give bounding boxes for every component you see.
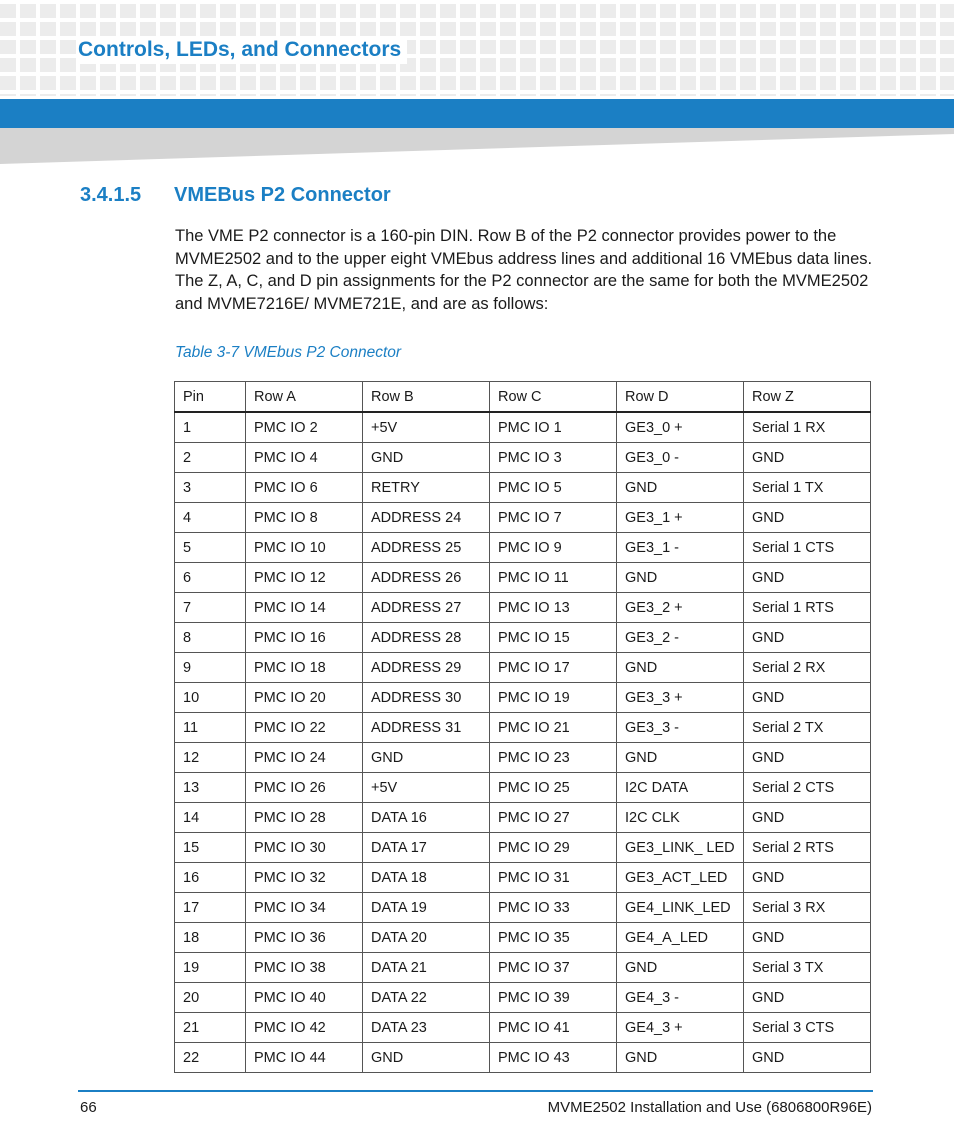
table-cell: +5V xyxy=(363,773,490,803)
table-cell: GE3_ACT_LED xyxy=(617,863,744,893)
table-cell: PMC IO 4 xyxy=(246,443,363,473)
table-cell: DATA 22 xyxy=(363,983,490,1013)
section-heading xyxy=(80,184,391,207)
table-cell: PMC IO 18 xyxy=(246,653,363,683)
table-row xyxy=(175,533,871,563)
table-cell: PMC IO 35 xyxy=(490,923,617,953)
document-title: MVME2502 Installation and Use (6806800R96E) xyxy=(547,1099,872,1116)
table-cell: 10 xyxy=(175,683,246,713)
column-header: Row A xyxy=(246,382,363,413)
table-cell: 14 xyxy=(175,803,246,833)
table-row xyxy=(175,713,871,743)
table-cell: 8 xyxy=(175,623,246,653)
table-cell: GND xyxy=(617,953,744,983)
table-cell: GE3_LINK_ LED xyxy=(617,833,744,863)
table-cell: PMC IO 43 xyxy=(490,1043,617,1073)
table-cell: ADDRESS 26 xyxy=(363,563,490,593)
table-cell: PMC IO 25 xyxy=(490,773,617,803)
table-cell: Serial 2 TX xyxy=(744,713,871,743)
table-cell: PMC IO 22 xyxy=(246,713,363,743)
table-cell: GND xyxy=(744,743,871,773)
table-cell: Serial 1 CTS xyxy=(744,533,871,563)
table-cell: 21 xyxy=(175,1013,246,1043)
table-cell: PMC IO 31 xyxy=(490,863,617,893)
column-header: Row C xyxy=(490,382,617,413)
table-cell: DATA 17 xyxy=(363,833,490,863)
table-cell: GE3_0 - xyxy=(617,443,744,473)
table-cell: ADDRESS 28 xyxy=(363,623,490,653)
table-row xyxy=(175,833,871,863)
table-row xyxy=(175,473,871,503)
table-cell: DATA 16 xyxy=(363,803,490,833)
table-cell: 2 xyxy=(175,443,246,473)
table-cell: 18 xyxy=(175,923,246,953)
table-cell: PMC IO 37 xyxy=(490,953,617,983)
table-cell: PMC IO 16 xyxy=(246,623,363,653)
table-cell: ADDRESS 25 xyxy=(363,533,490,563)
table-row xyxy=(175,773,871,803)
table-cell: I2C DATA xyxy=(617,773,744,803)
table-cell: GE3_3 + xyxy=(617,683,744,713)
table-cell: Serial 1 RX xyxy=(744,412,871,443)
table-row xyxy=(175,893,871,923)
table-cell: PMC IO 29 xyxy=(490,833,617,863)
table-cell: PMC IO 40 xyxy=(246,983,363,1013)
table-cell: PMC IO 44 xyxy=(246,1043,363,1073)
table-cell: ADDRESS 31 xyxy=(363,713,490,743)
table-cell: GND xyxy=(744,683,871,713)
table-cell: PMC IO 6 xyxy=(246,473,363,503)
table-cell: Serial 1 RTS xyxy=(744,593,871,623)
table-cell: PMC IO 24 xyxy=(246,743,363,773)
chapter-title: Controls, LEDs, and Connectors xyxy=(78,36,407,64)
table-cell: Serial 1 TX xyxy=(744,473,871,503)
table-cell: GE3_0 + xyxy=(617,412,744,443)
table-cell: ADDRESS 24 xyxy=(363,503,490,533)
section-paragraph: The VME P2 connector is a 160-pin DIN. Row B of the P2 connector provides power to the MVME2502 and to the upper eight VMEbus address lines and additional 16 VMEbus data lines. The Z, A, C, and D pin assignments for the P2 connector are the same for both the MVME2502 and MVME7216E/ MVME721E, and are as follows: xyxy=(175,227,873,313)
section-number: 3.4.1.5 xyxy=(80,184,142,206)
table-cell: GND xyxy=(617,743,744,773)
table-cell: 5 xyxy=(175,533,246,563)
table-cell: GND xyxy=(363,743,490,773)
table-cell: PMC IO 36 xyxy=(246,923,363,953)
table-cell: 6 xyxy=(175,563,246,593)
column-header: Row Z xyxy=(744,382,871,413)
table-cell: PMC IO 19 xyxy=(490,683,617,713)
table-row xyxy=(175,863,871,893)
table-cell: PMC IO 21 xyxy=(490,713,617,743)
table-row xyxy=(175,953,871,983)
table-cell: PMC IO 32 xyxy=(246,863,363,893)
table-cell: GE3_1 - xyxy=(617,533,744,563)
table-cell: PMC IO 28 xyxy=(246,803,363,833)
table-cell: DATA 19 xyxy=(363,893,490,923)
table-cell: GND xyxy=(744,623,871,653)
table-cell: PMC IO 10 xyxy=(246,533,363,563)
table-cell: GND xyxy=(617,473,744,503)
table-cell: +5V xyxy=(363,412,490,443)
table-cell: GND xyxy=(744,863,871,893)
table-cell: PMC IO 34 xyxy=(246,893,363,923)
table-cell: DATA 23 xyxy=(363,1013,490,1043)
table-cell: GND xyxy=(363,443,490,473)
table-row xyxy=(175,1013,871,1043)
table-cell: PMC IO 7 xyxy=(490,503,617,533)
table-cell: Serial 2 RTS xyxy=(744,833,871,863)
table-row xyxy=(175,683,871,713)
table-row xyxy=(175,443,871,473)
page-number: 66 xyxy=(80,1099,97,1116)
table-row xyxy=(175,503,871,533)
table-cell: PMC IO 41 xyxy=(490,1013,617,1043)
table-cell: GND xyxy=(363,1043,490,1073)
table-cell: PMC IO 3 xyxy=(490,443,617,473)
table-cell: GE3_2 - xyxy=(617,623,744,653)
table-cell: PMC IO 30 xyxy=(246,833,363,863)
table-cell: PMC IO 15 xyxy=(490,623,617,653)
table-cell: GND xyxy=(744,1043,871,1073)
table-cell: DATA 18 xyxy=(363,863,490,893)
table-row xyxy=(175,1043,871,1073)
table-cell: DATA 21 xyxy=(363,953,490,983)
table-cell: PMC IO 39 xyxy=(490,983,617,1013)
table-cell: 20 xyxy=(175,983,246,1013)
table-cell: Serial 2 RX xyxy=(744,653,871,683)
table-cell: PMC IO 27 xyxy=(490,803,617,833)
table-cell: PMC IO 9 xyxy=(490,533,617,563)
table-cell: 1 xyxy=(175,412,246,443)
table-cell: GND xyxy=(744,923,871,953)
table-cell: Serial 3 RX xyxy=(744,893,871,923)
table-cell: GND xyxy=(617,1043,744,1073)
table-cell: Serial 2 CTS xyxy=(744,773,871,803)
table-cell: PMC IO 42 xyxy=(246,1013,363,1043)
table-row xyxy=(175,923,871,953)
table-cell: GND xyxy=(744,563,871,593)
table-cell: PMC IO 26 xyxy=(246,773,363,803)
pin-table xyxy=(174,381,871,1073)
table-cell: 22 xyxy=(175,1043,246,1073)
table-cell: PMC IO 14 xyxy=(246,593,363,623)
table-cell: PMC IO 8 xyxy=(246,503,363,533)
table-cell: 19 xyxy=(175,953,246,983)
table-cell: 9 xyxy=(175,653,246,683)
table-row xyxy=(175,803,871,833)
table-cell: 4 xyxy=(175,503,246,533)
table-header-row xyxy=(175,382,871,413)
table-cell: ADDRESS 27 xyxy=(363,593,490,623)
header-swoosh xyxy=(0,128,954,164)
table-cell: PMC IO 13 xyxy=(490,593,617,623)
table-cell: 17 xyxy=(175,893,246,923)
table-cell: 12 xyxy=(175,743,246,773)
table-cell: PMC IO 1 xyxy=(490,412,617,443)
table-cell: DATA 20 xyxy=(363,923,490,953)
table-row xyxy=(175,593,871,623)
table-cell: 13 xyxy=(175,773,246,803)
table-cell: GND xyxy=(744,503,871,533)
table-cell: 16 xyxy=(175,863,246,893)
table-cell: GND xyxy=(744,983,871,1013)
table-cell: PMC IO 2 xyxy=(246,412,363,443)
table-cell: GE3_1 + xyxy=(617,503,744,533)
table-body xyxy=(175,412,871,1073)
table-cell: PMC IO 5 xyxy=(490,473,617,503)
table-row xyxy=(175,743,871,773)
table-cell: 11 xyxy=(175,713,246,743)
table-cell: PMC IO 11 xyxy=(490,563,617,593)
table-cell: GE3_3 - xyxy=(617,713,744,743)
column-header: Row B xyxy=(363,382,490,413)
table-row xyxy=(175,412,871,443)
table-caption: Table 3-7 VMEbus P2 Connector xyxy=(175,344,402,361)
table-cell: PMC IO 12 xyxy=(246,563,363,593)
table-cell: GE3_2 + xyxy=(617,593,744,623)
table-cell: PMC IO 33 xyxy=(490,893,617,923)
table-cell: PMC IO 23 xyxy=(490,743,617,773)
table-cell: PMC IO 17 xyxy=(490,653,617,683)
table-row xyxy=(175,653,871,683)
table-cell: GE4_3 - xyxy=(617,983,744,1013)
column-header: Row D xyxy=(617,382,744,413)
table-cell: ADDRESS 29 xyxy=(363,653,490,683)
table-cell: 7 xyxy=(175,593,246,623)
table-cell: GE4_A_LED xyxy=(617,923,744,953)
table-cell: GND xyxy=(744,803,871,833)
table-cell: 15 xyxy=(175,833,246,863)
table-cell: GE4_LINK_LED xyxy=(617,893,744,923)
table-cell: PMC IO 38 xyxy=(246,953,363,983)
section-title: VMEBus P2 Connector xyxy=(174,184,391,206)
table-row xyxy=(175,983,871,1013)
table-row xyxy=(175,563,871,593)
table-cell: Serial 3 CTS xyxy=(744,1013,871,1043)
table-cell: RETRY xyxy=(363,473,490,503)
table-cell: Serial 3 TX xyxy=(744,953,871,983)
table-cell: GND xyxy=(617,653,744,683)
table-cell: 3 xyxy=(175,473,246,503)
header-bar xyxy=(0,99,954,128)
table-cell: I2C CLK xyxy=(617,803,744,833)
table-row xyxy=(175,623,871,653)
column-header: Pin xyxy=(175,382,246,413)
footer-rule xyxy=(78,1090,873,1092)
table-cell: ADDRESS 30 xyxy=(363,683,490,713)
table-cell: GND xyxy=(744,443,871,473)
table-cell: GE4_3 + xyxy=(617,1013,744,1043)
table-cell: PMC IO 20 xyxy=(246,683,363,713)
table-cell: GND xyxy=(617,563,744,593)
